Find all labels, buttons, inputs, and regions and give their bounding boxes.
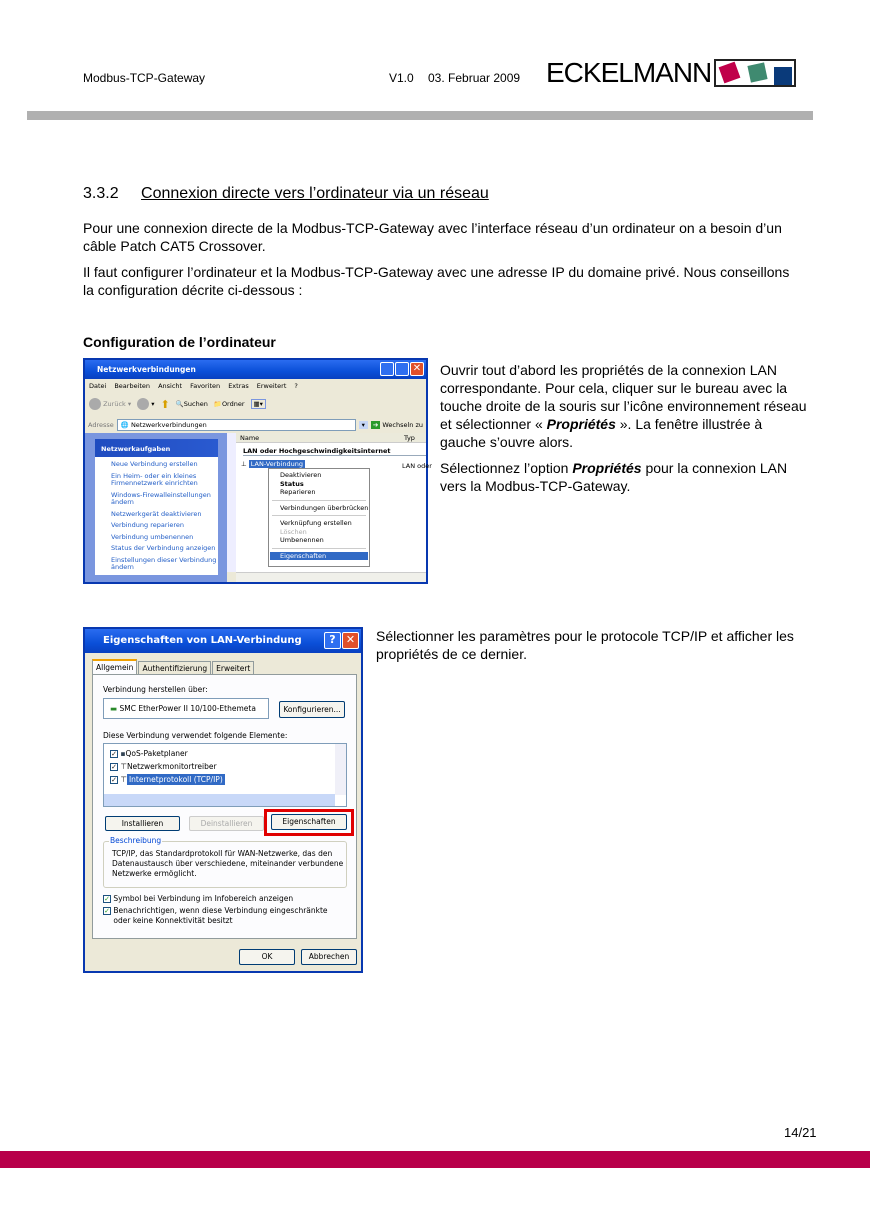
- folders-button[interactable]: 📁Ordner: [213, 400, 245, 408]
- menu-help[interactable]: ?: [294, 382, 298, 390]
- menu-bearbeiten[interactable]: Bearbeiten: [114, 382, 151, 390]
- protocol-icon: ⊤: [120, 762, 127, 771]
- close-button[interactable]: ✕: [342, 632, 359, 649]
- network-connections-window: [83, 358, 432, 584]
- folder-icon: 📁: [213, 400, 222, 408]
- go-arrow-icon: ➔: [372, 420, 379, 429]
- tab-erweitert[interactable]: Erweitert: [212, 661, 254, 676]
- doc-date: 03. Februar 2009: [428, 71, 521, 85]
- menu-item-bridge[interactable]: Verbindungen überbrücken: [280, 503, 369, 512]
- checkbox[interactable]: ✓: [111, 763, 117, 771]
- menu-item-status[interactable]: Status: [280, 479, 304, 488]
- elements-label: Diese Verbindung verwendet folgende Elemente:: [103, 731, 288, 740]
- tab-panel: [92, 674, 357, 939]
- section-number: 3.3.2: [83, 185, 119, 202]
- tasks-header[interactable]: Netzwerkaufgaben: [95, 439, 218, 457]
- tray-icon-option[interactable]: ✓ Symbol bei Verbindung im Infobereich anzeigen: [104, 894, 294, 903]
- menu-ansicht[interactable]: Ansicht: [158, 382, 183, 390]
- task-link[interactable]: Windows-Firewalleinstellungen ändern: [111, 490, 211, 506]
- task-link[interactable]: Verbindung reparieren: [111, 521, 184, 529]
- checkbox[interactable]: ✓: [104, 895, 110, 903]
- subheading: Configuration de l’ordinateur: [83, 334, 276, 350]
- description-text: TCP/IP, das Standardprotokoll für WAN-Netzwerke, das den Datenaustausch über verschiedene, miteinander verbundene Netzwerke ermöglicht.: [112, 849, 344, 878]
- task-link[interactable]: Neue Verbindung erstellen: [111, 460, 198, 468]
- close-button[interactable]: ✕: [410, 362, 424, 376]
- uninstall-button: Deinstallieren: [189, 816, 264, 831]
- item-type: LAN oder: [402, 462, 432, 470]
- maximize-button[interactable]: [395, 362, 409, 376]
- description-group: [103, 836, 347, 888]
- list-item[interactable]: ✓ ⊤Netzwerkmonitortreiber: [111, 762, 217, 771]
- network-cable-icon: ⊥: [241, 460, 247, 468]
- up-folder-icon[interactable]: ⬆: [160, 397, 170, 411]
- forward-button[interactable]: ▾: [137, 398, 154, 410]
- menu-item-deaktivieren[interactable]: Deaktivieren: [280, 471, 322, 479]
- cancel-button[interactable]: Abbrechen: [301, 949, 357, 965]
- views-button[interactable]: ▦▾: [251, 399, 266, 409]
- network-card-icon: ▬: [110, 704, 118, 713]
- list-horizontal-scrollbar[interactable]: [104, 794, 335, 806]
- tab-allgemein[interactable]: Allgemein: [92, 659, 137, 676]
- menu-favoriten[interactable]: Favoriten: [190, 382, 221, 390]
- search-icon: 🔍: [175, 400, 184, 408]
- search-button[interactable]: 🔍Suchen: [175, 400, 208, 408]
- column-name[interactable]: Name: [240, 434, 260, 442]
- network-globe-icon: 🌐: [120, 420, 129, 429]
- section-title: Connexion directe vers l’ordinateur via un réseau: [141, 185, 489, 202]
- section-heading: [83, 185, 489, 203]
- footer-bar: [0, 1151, 870, 1168]
- address-dropdown[interactable]: ▾: [359, 421, 368, 429]
- menu-item-properties[interactable]: Eigenschaften: [270, 552, 368, 561]
- group-header: LAN oder Hochgeschwindigkeitsinternet: [243, 447, 426, 456]
- doc-version: V1.0: [389, 71, 414, 85]
- minimize-button[interactable]: [380, 362, 394, 376]
- install-button[interactable]: Installieren: [105, 816, 180, 831]
- window-title: Netzwerkverbindungen: [97, 365, 196, 374]
- task-link[interactable]: Status der Verbindung anzeigen: [111, 544, 216, 552]
- checkbox[interactable]: ✓: [104, 907, 110, 915]
- tab-authentifizierung[interactable]: Authentifizierung: [138, 661, 211, 676]
- task-link[interactable]: Ein Heim- oder ein kleines Firmennetzwerk einrichten: [111, 471, 198, 487]
- intro-paragraph: Pour une connexion directe de la Modbus-TCP-Gateway avec l’interface réseau d’un ordinateur on a besoin d’un câble Patch CAT5 Crossover.: [83, 220, 782, 254]
- back-button[interactable]: Zurück ▾: [89, 398, 131, 410]
- toolbar: [89, 394, 266, 414]
- address-input[interactable]: 🌐 Netzwerkverbindungen: [117, 419, 356, 431]
- context-menu: [268, 468, 370, 567]
- lan-connection-item[interactable]: ⊥ LAN-Verbindung: [241, 460, 303, 468]
- menu-item-delete: Löschen: [280, 527, 307, 536]
- menu-datei[interactable]: Datei: [89, 382, 107, 390]
- lan-properties-dialog: [83, 627, 363, 973]
- vertical-scrollbar[interactable]: [227, 433, 236, 572]
- list-item[interactable]: ✓ ⊤ Internetprotokoll (TCP/IP): [111, 775, 223, 784]
- help-button[interactable]: ?: [324, 632, 341, 649]
- menu-item-rename[interactable]: Umbenennen: [280, 536, 324, 544]
- checkbox[interactable]: ✓: [111, 750, 117, 758]
- task-pane: [85, 433, 227, 582]
- ok-button[interactable]: OK: [239, 949, 295, 965]
- adapter-field: ▬ SMC EtherPower II 10/100-Ethemeta: [103, 698, 269, 719]
- doc-title: Modbus-TCP-Gateway: [83, 71, 206, 85]
- task-link[interactable]: Verbindung umbenennen: [111, 532, 194, 541]
- column-type[interactable]: Typ: [404, 434, 415, 442]
- task-link[interactable]: Netzwerkgerät deaktivieren: [111, 509, 202, 518]
- instruction-text-1: Ouvrir tout d’abord les propriétés de la connexion LAN correspondante. Pour cela, cliquer sur le bureau avec la touche droite de la souris sur l’icône environnement réseau et sélectionner « Propriétés ». La fenêtre illustrée à gauche s’ouvre alors. Sélectionnez l’option Propriétés pour la connexion LAN vers la Modbus-TCP-Gateway.: [440, 362, 807, 494]
- menu-item-shortcut[interactable]: Verknüpfung erstellen: [280, 519, 352, 527]
- header-rule: [27, 111, 813, 120]
- task-link[interactable]: Einstellungen dieser Verbindung ändern: [111, 555, 217, 571]
- address-bar: Adresse 🌐 Netzwerkverbindungen ▾ ➔ Wechseln zu: [85, 417, 426, 432]
- connect-label: Verbindung herstellen über:: [103, 685, 208, 694]
- description-label: Beschreibung: [110, 836, 162, 845]
- menu-extras[interactable]: Extras: [228, 382, 249, 390]
- page-number: 14/21: [784, 1125, 817, 1140]
- configure-button[interactable]: Konfigurieren...: [279, 701, 345, 718]
- checkbox[interactable]: ✓: [111, 776, 117, 784]
- eckelmann-logo: ECKELMANN: [546, 57, 796, 89]
- list-vertical-scrollbar[interactable]: [335, 744, 346, 795]
- go-button[interactable]: ➔ Wechseln zu: [372, 420, 423, 429]
- intro-paragraph: Il faut configurer l’ordinateur et la Modbus-TCP-Gateway avec une adresse IP du domaine privé. Nous conseillons la configuration décrite ci-dessous :: [83, 264, 790, 298]
- menu-erweitert[interactable]: Erweitert: [256, 382, 287, 390]
- notify-option[interactable]: ✓ Benachrichtigen, wenn diese Verbindung eingeschränkte oder keine Konnektivität besitzt: [104, 906, 328, 925]
- elements-list: [103, 743, 347, 807]
- protocol-icon: ⊤: [120, 775, 127, 784]
- back-arrow-icon: [89, 398, 101, 410]
- properties-button[interactable]: Eigenschaften: [271, 814, 347, 830]
- qos-icon: ▪: [120, 749, 126, 758]
- list-item[interactable]: ✓ ▪QoS-Paketplaner: [111, 749, 188, 758]
- forward-arrow-icon: [137, 398, 149, 410]
- menu-item-reparieren[interactable]: Reparieren: [280, 488, 316, 496]
- menu-bar: [89, 380, 298, 392]
- instruction-text-2: Sélectionner les paramètres pour le protocole TCP/IP et afficher les propriétés de ce dernier.: [376, 628, 794, 662]
- horizontal-scrollbar[interactable]: [236, 572, 426, 582]
- dialog-title: Eigenschaften von LAN-Verbindung: [103, 635, 302, 646]
